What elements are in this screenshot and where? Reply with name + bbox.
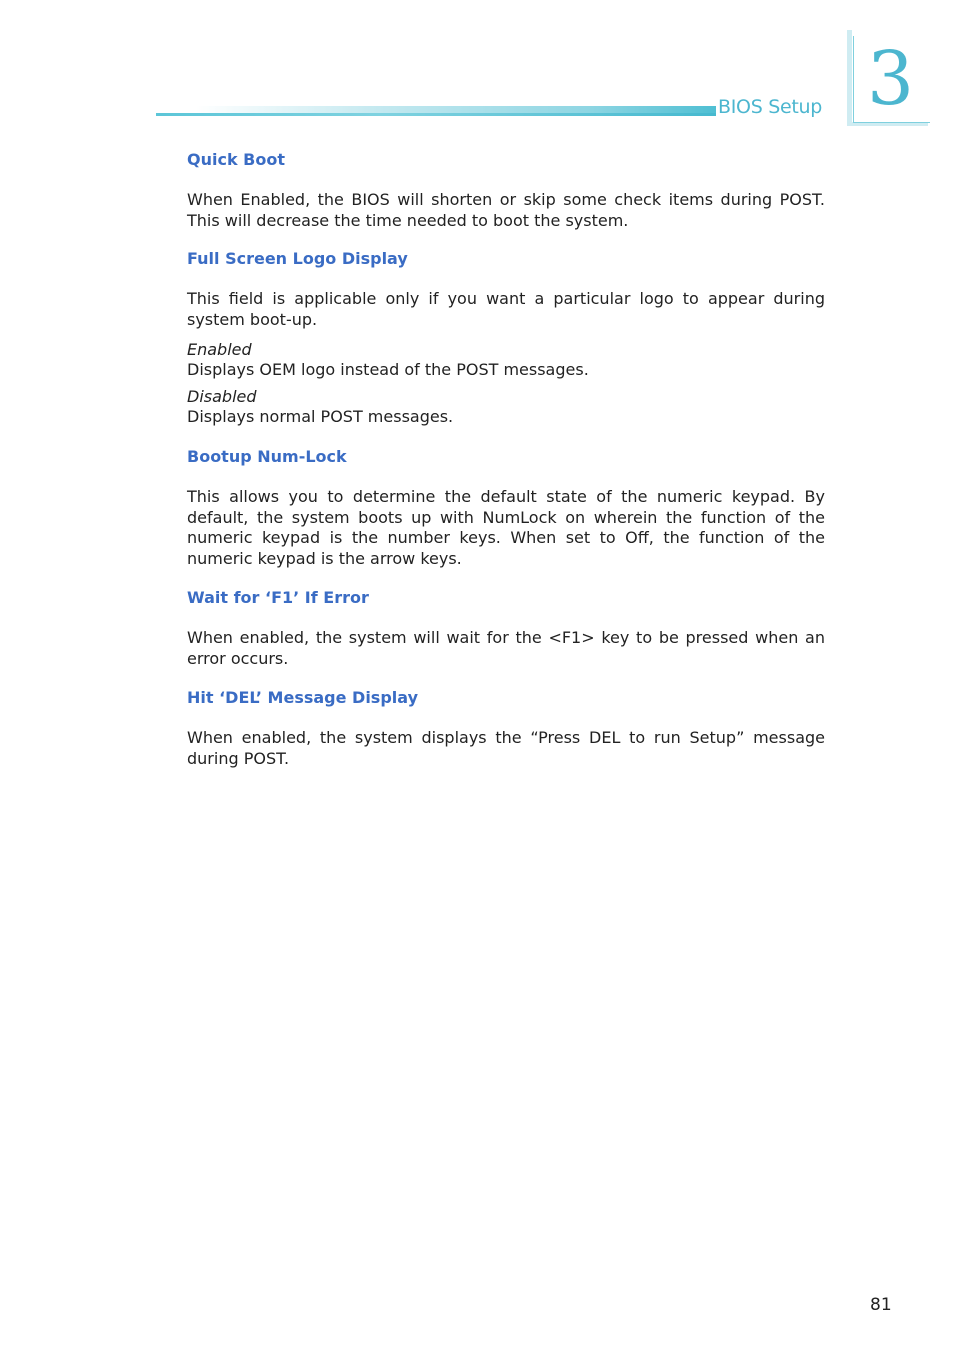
option-term-disabled: Disabled: [187, 387, 257, 406]
section-title: Bootup Num-Lock: [187, 447, 347, 466]
header-decorative-bar: [156, 103, 716, 117]
section-paragraph: This field is applicable only if you want a particular logo to appear during system boot-up.: [187, 289, 825, 329]
option-term-enabled: Enabled: [187, 340, 252, 359]
page-content: [187, 150, 825, 769]
section-bootup-num-lock: [187, 447, 825, 569]
section-title: Quick Boot: [187, 150, 285, 169]
section-wait-for-f1: [187, 588, 825, 669]
chapter-badge: [847, 30, 929, 124]
section-hit-del-message: [187, 688, 825, 769]
section-quick-boot: [187, 150, 825, 231]
section-paragraph: When enabled, the system will wait for the <F1> key to be pressed when an error occurs.: [187, 628, 825, 668]
section-paragraph: This allows you to determine the default state of the numeric keypad. By default, the system boots up with NumLock on wherein the function of the numeric keypad is the number keys. When set to Off, the function of the numeric keypad is the arrow keys.: [187, 487, 825, 568]
option-description-enabled: Displays OEM logo instead of the POST messages.: [187, 360, 589, 379]
section-full-screen-logo-display: [187, 249, 825, 427]
option-description-disabled: Displays normal POST messages.: [187, 407, 454, 426]
chapter-number: 3: [867, 36, 915, 122]
header-title: BIOS Setup: [718, 96, 822, 118]
page-number: 81: [870, 1295, 892, 1315]
section-title: Hit ‘DEL’ Message Display: [187, 688, 418, 707]
header-bar-line: [156, 113, 716, 116]
section-title: Wait for ‘F1’ If Error: [187, 588, 369, 607]
section-title: Full Screen Logo Display: [187, 249, 408, 268]
section-paragraph: When Enabled, the BIOS will shorten or skip some check items during POST. This will decrease the time needed to boot the system.: [187, 190, 825, 230]
section-paragraph: When enabled, the system displays the “Press DEL to run Setup” message during POST.: [187, 728, 825, 768]
